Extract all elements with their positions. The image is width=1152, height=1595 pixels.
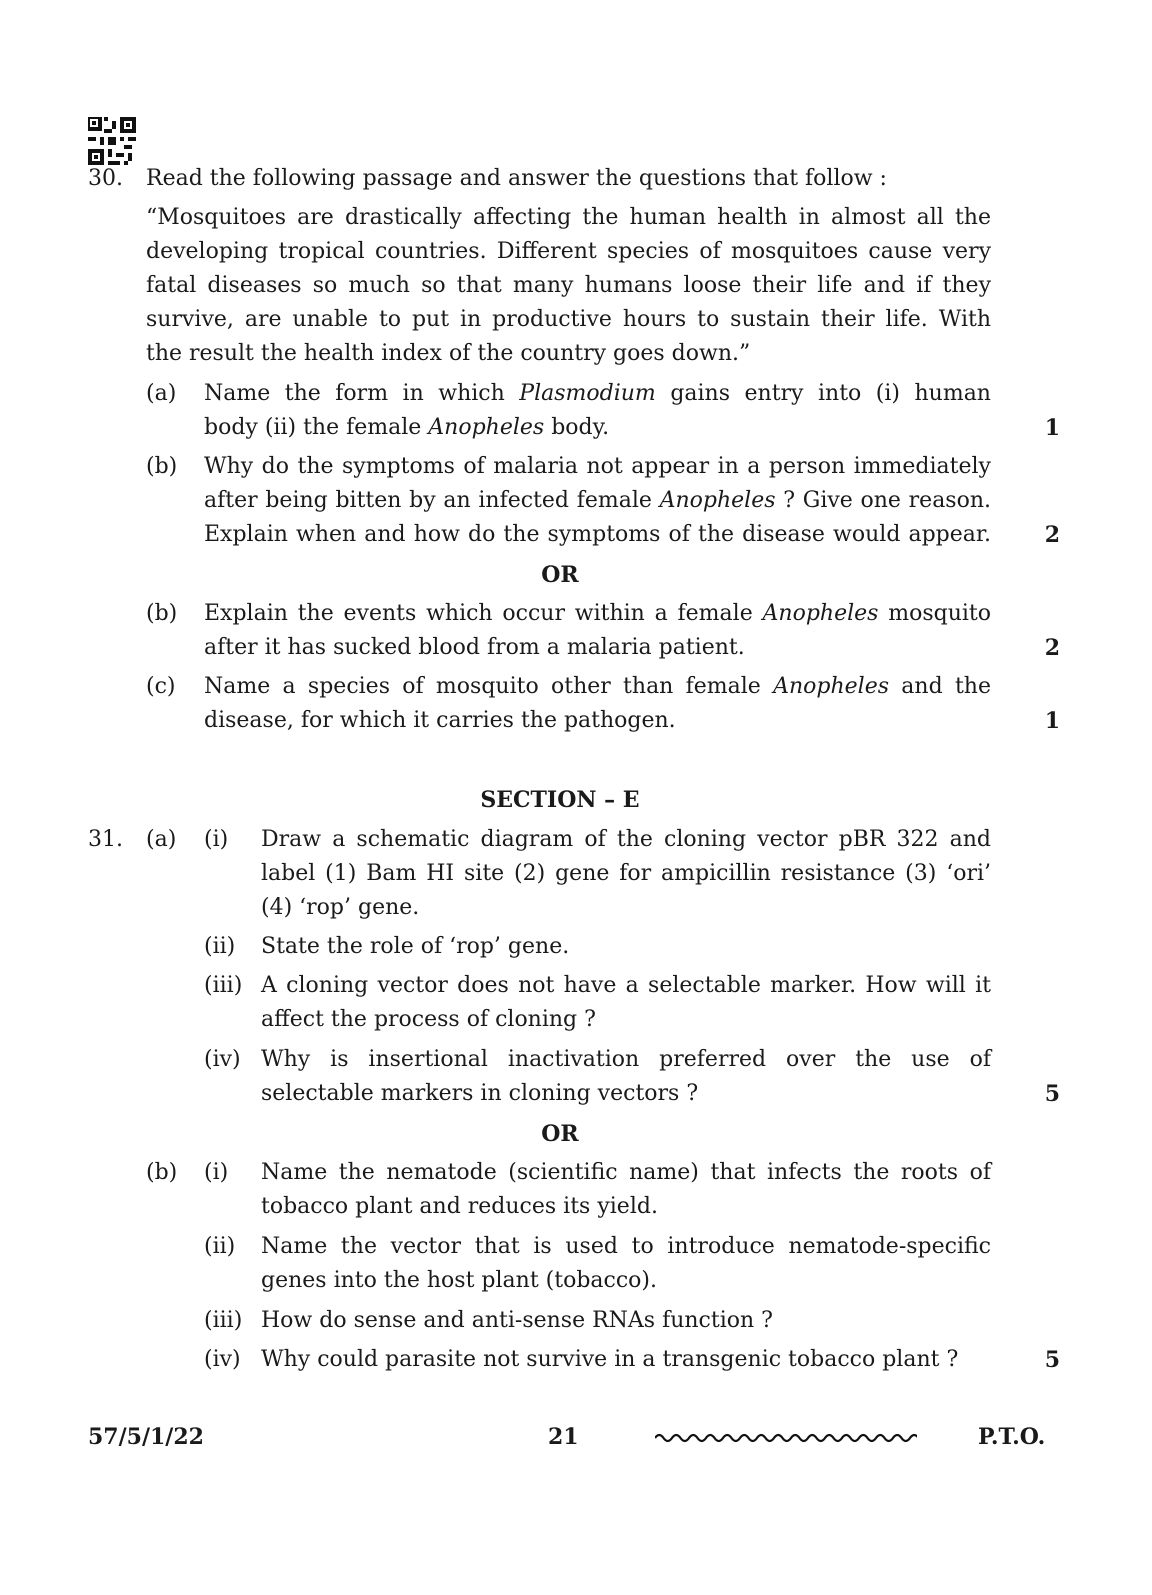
item-text: State the role of ‘rop’ gene. (261, 934, 570, 959)
item-text: Name the vector that is used to introduce nematode-specific genes into the host plant (tobacco). (261, 1234, 991, 1293)
subquestion-line: Explain the events which occur within a female Anopheles mosquito (204, 601, 991, 626)
passage-line: “Mosquitoes are drastically affecting the human health in almost all the (146, 205, 991, 230)
marks: 5 (1044, 1081, 1060, 1107)
item-text: How do sense and anti-sense RNAs function ? (261, 1308, 773, 1333)
paper-code: 57/5/1/22 (88, 1424, 204, 1450)
question-number: 30. (88, 166, 123, 191)
item-label: (iv) (204, 1047, 241, 1072)
item-label: (ii) (204, 934, 236, 959)
passage-line: fatal diseases so much so that many humans loose their life and if they (146, 273, 991, 298)
subquestion-label: (b) (146, 454, 178, 479)
item-label: (iii) (204, 973, 243, 998)
marks: 2 (1044, 635, 1060, 661)
subquestion-a (204, 377, 991, 445)
subquestion-label: (a) (146, 381, 177, 406)
page-number: 21 (548, 1424, 579, 1450)
item-label: (ii) (204, 1234, 236, 1259)
pto-label: P.T.O. (978, 1424, 1046, 1450)
item-label: (i) (204, 1160, 229, 1185)
item-text: Why could parasite not survive in a transgenic tobacco plant ? (261, 1347, 959, 1372)
item-label: (i) (204, 827, 229, 852)
item-label: (iii) (204, 1308, 243, 1333)
subquestion-b (204, 450, 991, 552)
subquestion-b-alt (204, 597, 991, 665)
passage-line: survive, are unable to put in productive hours to sustain their life. With (146, 307, 991, 332)
item-text: Name the nematode (scientific name) that infects the roots of tobacco plant and reduces its yield. (261, 1160, 991, 1219)
question-number: 31. (88, 827, 123, 852)
qr-code-icon (88, 117, 136, 165)
subquestion-label: (c) (146, 674, 176, 699)
or-divider: OR (541, 562, 579, 588)
item-label: (iv) (204, 1347, 241, 1372)
passage-line: developing tropical countries. Different species of mosquitoes cause very (146, 239, 991, 264)
subquestion-line: Name a species of mosquito other than female Anopheles and the (204, 674, 991, 699)
marks: 5 (1044, 1347, 1060, 1373)
marks: 1 (1044, 415, 1060, 441)
subquestion-line: Why do the symptoms of malaria not appear in a person immediately (204, 454, 991, 479)
subquestion-label: (b) (146, 601, 178, 626)
item-text: Draw a schematic diagram of the cloning vector pBR 322 and label (1) Bam HI site (2) gene for ampicillin resistance (3) ‘ori’ (4) ‘rop’ gene. (261, 827, 991, 920)
section-heading: SECTION – E (480, 787, 640, 813)
subquestion-line: after being bitten by an infected female Anopheles ? Give one reason. (204, 488, 992, 513)
passage-line: the result the health index of the country goes down.” (146, 341, 751, 366)
subquestion-line: after it has sucked blood from a malaria patient. (204, 635, 745, 660)
subquestion-c (204, 670, 991, 738)
subquestion-line: body (ii) the female Anopheles body. (204, 415, 610, 440)
item-text: A cloning vector does not have a selectable marker. How will it affect the process of cloning ? (261, 973, 991, 1032)
subquestion-line: Explain when and how do the symptoms of the disease would appear. (204, 522, 991, 547)
item-text: Why is insertional inactivation preferred over the use of selectable markers in cloning vectors ? (261, 1047, 991, 1106)
question-intro: Read the following passage and answer the questions that follow : (146, 166, 887, 191)
or-divider: OR (541, 1121, 579, 1147)
subquestion-line: Name the form in which Plasmodium gains entry into (i) human (204, 381, 991, 406)
subquestion-label: (b) (146, 1160, 178, 1185)
wavy-line-icon (655, 1430, 917, 1446)
passage (146, 201, 991, 371)
subquestion-label: (a) (146, 827, 177, 852)
subquestion-line: disease, for which it carries the pathogen. (204, 708, 676, 733)
marks: 2 (1044, 522, 1060, 548)
marks: 1 (1044, 708, 1060, 734)
